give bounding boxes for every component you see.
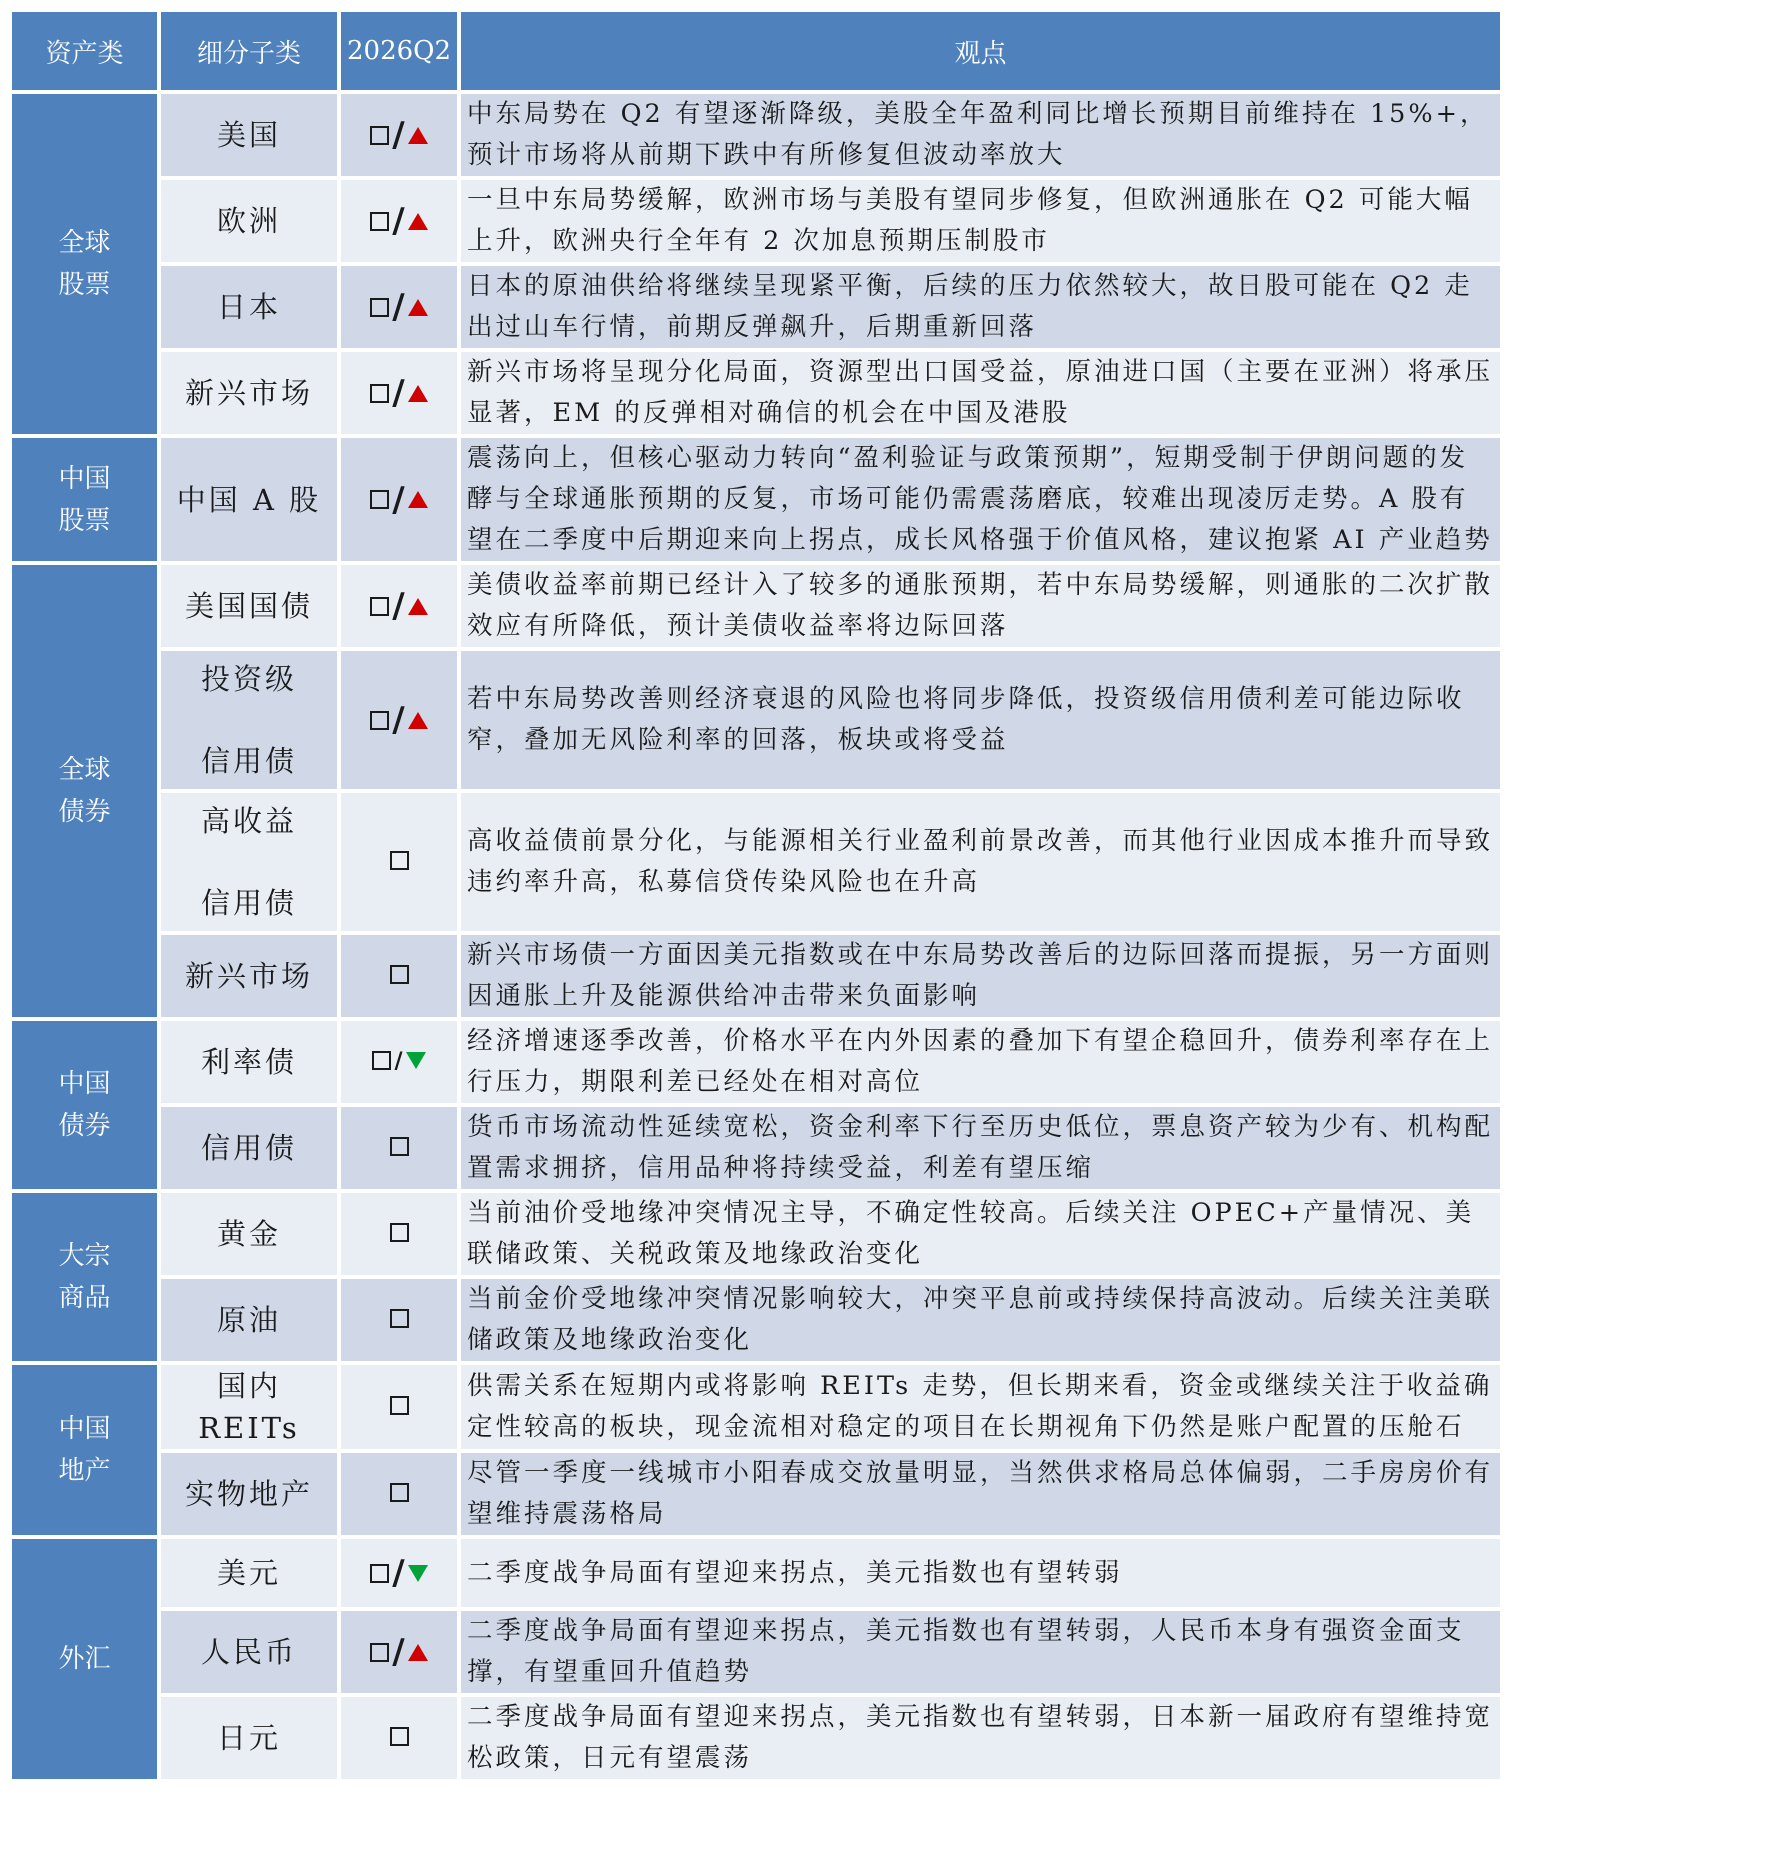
signal-cell [339,1695,459,1781]
view-text: 货币市场流动性延续宽松，资金利率下行至历史低位，票息资产较为少有、机构配置需求拥挤，信用品种将持续受益，利差有望压缩 [459,1105,1502,1191]
view-text: 一旦中东局势缓解，欧洲市场与美股有望同步修复，但欧洲通胀在 Q2 可能大幅上升，欧洲央行全年有 2 次加息预期压制股市 [459,178,1502,264]
view-text: 尽管一季度一线城市小阳春成交放量明显，当然供求格局总体偏弱，二手房房价有望维持震荡格局 [459,1451,1502,1537]
signal-indicator [370,1632,427,1672]
asset-class-label: 全球 [58,228,111,258]
sub-class-cell [159,1695,339,1781]
view-text: 新兴市场债一方面因美元指数或在中东局势改善后的边际回落而提振，另一方面则因通胀上升及能源供给冲击带来负面影响 [459,933,1502,1019]
view-text: 美债收益率前期已经计入了较多的通胀预期，若中东局势缓解，则通胀的二次扩散效应有所降低，预计美债收益率将边际回落 [459,563,1502,649]
sub-class-label: 投资级 [200,662,297,696]
asset-allocation-table-container [8,8,1504,1783]
signal-indicator [390,851,409,870]
table-row [10,92,1502,178]
table-row [10,1451,1502,1537]
slash-separator: / [392,479,405,520]
header-row [10,10,1502,92]
signal-indicator [370,287,427,327]
hollow-square-icon [390,1396,409,1415]
asset-class-label: 中国 [58,463,111,494]
hollow-square-icon [390,1223,409,1242]
sub-class-label: 高收益 [200,804,297,838]
sub-class-label: 国内 REITs [198,1369,300,1445]
signal-indicator [390,965,409,984]
asset-class-label: 股票 [58,505,111,536]
sub-class-cell [159,649,339,791]
slash-separator: / [392,1632,405,1672]
slash-separator: / [392,201,405,241]
table-row [10,649,1502,791]
signal-indicator [390,1727,409,1746]
hollow-square-icon [370,384,389,403]
sub-class-cell [159,563,339,649]
sub-class-label: 日元 [216,1721,281,1755]
table-row [10,791,1502,933]
sub-class-label: 利率债 [200,1045,297,1079]
sub-class-label: 信用债 [200,744,297,778]
header-view: 观点 [459,10,1502,92]
view-text: 经济增速逐季改善，价格水平在内外因素的叠加下有望企稳回升，债券利率存在上行压力，期限利差已经处在相对高位 [459,1019,1502,1105]
sub-class-cell [159,264,339,350]
hollow-square-icon [370,711,389,730]
sub-class-label: 黄金 [216,1217,281,1251]
sub-class-cell [159,1451,339,1537]
red-up-triangle-icon [408,299,428,316]
signal-cell [339,436,459,563]
hollow-square-icon [390,1483,409,1502]
sub-class-label: 信用债 [200,1131,297,1165]
asset-allocation-table [8,8,1504,1783]
signal-cell [339,1277,459,1363]
hollow-square-icon [370,490,389,509]
signal-cell [339,791,459,933]
view-text: 高收益债前景分化，与能源相关行业盈利前景改善，而其他行业因成本推升而导致违约率升高，私募信贷传染风险也在升高 [459,791,1502,933]
sub-class-label: 中国 A 股 [176,482,322,517]
table-body [10,92,1502,1781]
hollow-square-icon [390,1309,409,1328]
asset-class-label: 全球 [58,755,111,785]
hollow-square-icon [390,851,409,870]
sub-class-label: 美国国债 [184,589,313,623]
asset-class-cell [10,1191,159,1363]
signal-cell [339,1191,459,1277]
slash-separator: / [392,287,405,327]
hollow-square-icon [370,597,389,616]
view-text: 新兴市场将呈现分化局面，资源型出口国受益，原油进口国（主要在亚洲）将承压显著，EM 的反弹相对确信的机会在中国及港股 [459,350,1502,436]
hollow-square-icon [370,1643,389,1662]
signal-cell [339,1105,459,1191]
view-text: 当前金价受地缘冲突情况影响较大，冲突平息前或持续保持高波动。后续关注美联储政策及地缘政治变化 [459,1277,1502,1363]
table-row [10,264,1502,350]
asset-class-cell [10,563,159,1019]
asset-class-cell [10,436,159,563]
table-row [10,1363,1502,1451]
slash-separator: / [394,1047,403,1074]
signal-indicator [370,700,427,740]
red-up-triangle-icon [408,1644,428,1661]
asset-class-label: 大宗 [58,1241,111,1271]
signal-indicator [370,479,427,520]
sub-class-cell [159,1537,339,1609]
asset-class-cell [10,92,159,436]
signal-cell [339,178,459,264]
signal-cell [339,1609,459,1695]
hollow-square-icon [370,212,389,231]
signal-cell [339,649,459,791]
hollow-square-icon [372,1051,391,1070]
view-text: 二季度战争局面有望迎来拐点，美元指数也有望转弱，日本新一届政府有望维持宽松政策，日元有望震荡 [459,1695,1502,1781]
table-row [10,178,1502,264]
sub-class-cell [159,1277,339,1363]
hollow-square-icon [390,1727,409,1746]
sub-class-label: 美国 [216,118,281,152]
asset-class-label: 中国 [58,1414,111,1444]
red-up-triangle-icon [408,213,428,230]
sub-class-cell [159,1363,339,1451]
header-period: 2026Q2 [339,10,459,92]
sub-class-cell [159,1105,339,1191]
sub-class-label: 欧洲 [216,204,281,238]
signal-indicator [390,1309,409,1328]
asset-class-label: 债券 [58,1111,111,1141]
slash-separator: / [392,115,405,155]
view-text: 中东局势在 Q2 有望逐渐降级，美股全年盈利同比增长预期目前维持在 15%+，预计市场将从前期下跌中有所修复但波动率放大 [459,92,1502,178]
signal-cell [339,1537,459,1609]
table-row [10,1537,1502,1609]
table-row [10,1609,1502,1695]
table-row [10,1191,1502,1277]
slash-separator: / [392,1553,405,1593]
asset-class-label: 外汇 [58,1644,111,1674]
signal-indicator [390,1483,409,1502]
table-row [10,1105,1502,1191]
signal-indicator [370,115,427,155]
sub-class-cell [159,92,339,178]
view-text: 二季度战争局面有望迎来拐点，美元指数也有望转弱，人民币本身有强资金面支撑，有望重回升值趋势 [459,1609,1502,1695]
asset-class-cell [10,1537,159,1781]
table-row [10,350,1502,436]
red-up-triangle-icon [408,491,428,508]
sub-class-cell [159,178,339,264]
signal-indicator [370,201,427,241]
red-up-triangle-icon [408,127,428,144]
sub-class-cell [159,350,339,436]
signal-cell [339,1019,459,1105]
table-row [10,436,1502,563]
slash-separator: / [392,586,405,626]
asset-class-label: 地产 [58,1456,111,1486]
signal-cell [339,563,459,649]
signal-indicator [390,1396,409,1415]
red-up-triangle-icon [408,712,428,729]
sub-class-label: 新兴市场 [184,376,313,410]
signal-indicator [390,1223,409,1242]
asset-class-label: 商品 [58,1283,111,1313]
signal-cell [339,933,459,1019]
signal-cell [339,1451,459,1537]
signal-cell [339,264,459,350]
header-asset-class: 资产类 [10,10,159,92]
header-sub-class: 细分子类 [159,10,339,92]
hollow-square-icon [370,298,389,317]
sub-class-cell [159,791,339,933]
asset-class-label: 债券 [58,797,111,827]
signal-indicator [372,1047,425,1074]
sub-class-label: 信用债 [200,886,297,920]
signal-indicator [370,586,427,626]
sub-class-label: 美元 [216,1556,281,1590]
asset-class-label: 中国 [58,1069,111,1099]
signal-indicator [370,1553,427,1593]
slash-separator: / [392,373,405,413]
sub-class-cell [159,1609,339,1695]
sub-class-label: 人民币 [200,1635,297,1669]
table-row [10,1019,1502,1105]
sub-class-cell [159,933,339,1019]
green-down-triangle-icon [408,1565,428,1582]
signal-indicator [390,1137,409,1156]
signal-cell [339,350,459,436]
sub-class-label: 实物地产 [184,1477,313,1511]
sub-class-cell [159,436,339,563]
asset-class-cell [10,1363,159,1537]
signal-cell [339,92,459,178]
asset-class-cell [10,1019,159,1191]
view-text: 日本的原油供给将继续呈现紧平衡，后续的压力依然较大，故日股可能在 Q2 走出过山车行情，前期反弹飙升，后期重新回落 [459,264,1502,350]
sub-class-cell [159,1191,339,1277]
sub-class-label: 日本 [216,290,281,324]
sub-class-label: 新兴市场 [184,959,313,993]
sub-class-cell [159,1019,339,1105]
signal-cell [339,1363,459,1451]
sub-class-label: 原油 [216,1303,281,1337]
hollow-square-icon [370,126,389,145]
hollow-square-icon [390,1137,409,1156]
view-text: 若中东局势改善则经济衰退的风险也将同步降低，投资级信用债利差可能边际收窄，叠加无风险利率的回落，板块或将受益 [459,649,1502,791]
view-text: 当前油价受地缘冲突情况主导，不确定性较高。后续关注 OPEC+产量情况、美联储政策、关税政策及地缘政治变化 [459,1191,1502,1277]
view-text: 震荡向上，但核心驱动力转向“盈利验证与政策预期”，短期受制于伊朗问题的发酵与全球通胀预期的反复，市场可能仍需震荡磨底，较难出现凌厉走势。A 股有望在二季度中后期迎来向上拐点，成长风格强于价值风格，建议抱紧 AI 产业趋势 [459,436,1502,563]
view-text: 二季度战争局面有望迎来拐点，美元指数也有望转弱 [459,1537,1502,1609]
signal-indicator [370,373,427,413]
slash-separator: / [392,700,405,740]
table-row [10,933,1502,1019]
hollow-square-icon [390,965,409,984]
hollow-square-icon [370,1564,389,1583]
asset-class-label: 股票 [58,270,111,300]
green-down-triangle-icon [406,1052,426,1069]
red-up-triangle-icon [408,598,428,615]
view-text: 供需关系在短期内或将影响 REITs 走势，但长期来看，资金或继续关注于收益确定性较高的板块，现金流相对稳定的项目在长期视角下仍然是账户配置的压舱石 [459,1363,1502,1451]
red-up-triangle-icon [408,385,428,402]
table-row [10,563,1502,649]
table-row [10,1695,1502,1781]
table-row [10,1277,1502,1363]
